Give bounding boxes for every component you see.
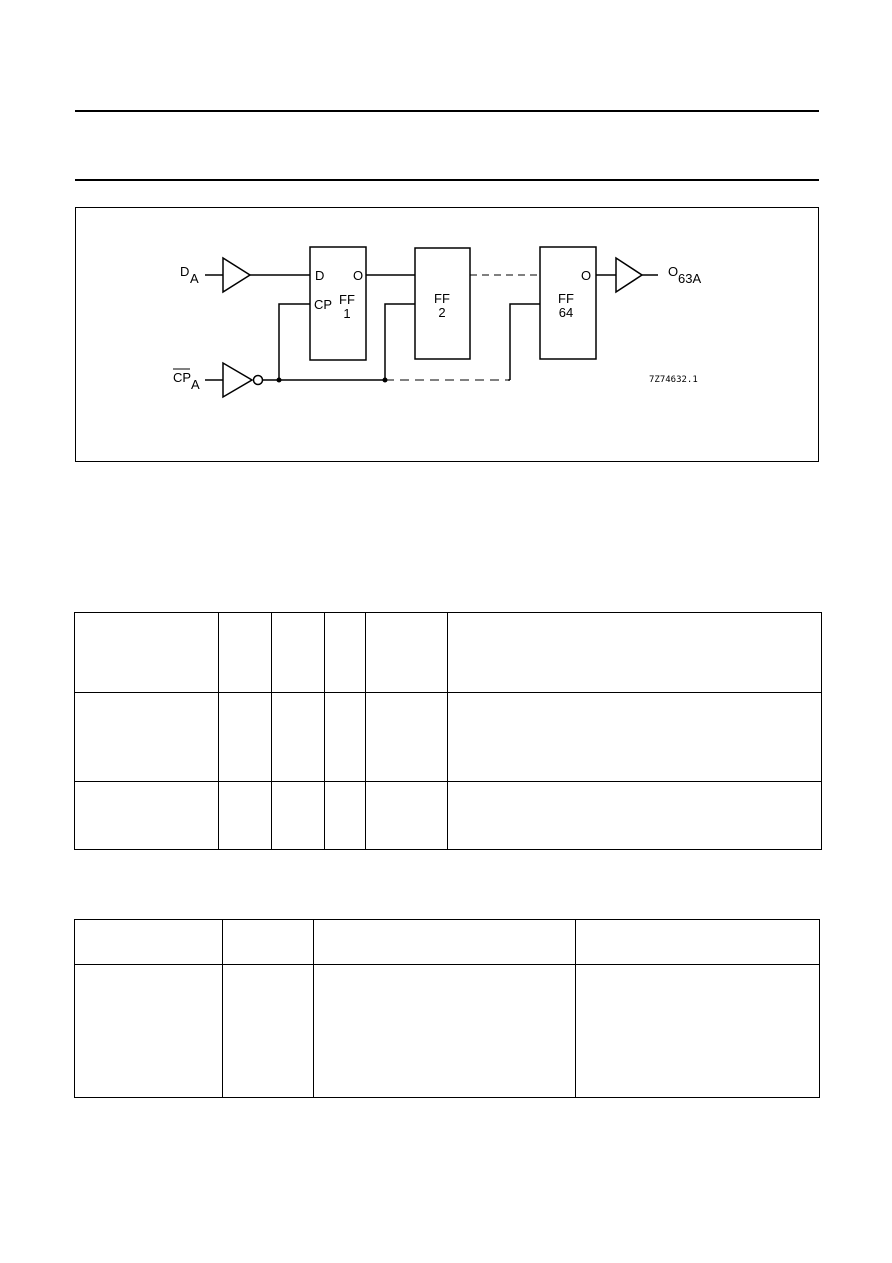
d-input-label: D	[180, 264, 190, 279]
table-cell	[218, 693, 271, 782]
table-cell	[218, 782, 271, 850]
table-cell	[75, 613, 219, 693]
table-cell	[448, 693, 822, 782]
junction-dot-2	[383, 378, 388, 383]
table-cell	[324, 693, 365, 782]
ff1-name: FF	[339, 292, 355, 307]
cp-inversion-bubble	[254, 376, 263, 385]
cp-input-sub: A	[191, 377, 200, 392]
cp-input-buffer	[223, 363, 252, 397]
table-cell	[365, 782, 448, 850]
table-cell	[576, 965, 820, 1098]
table-cell	[324, 782, 365, 850]
table-cell	[222, 965, 313, 1098]
table-cell	[75, 782, 219, 850]
ff2-name: FF	[434, 291, 450, 306]
cp-input-label: CP	[173, 370, 192, 385]
junction-dot-1	[277, 378, 282, 383]
diagram-frame	[75, 207, 819, 462]
table-cell	[365, 693, 448, 782]
table-cell	[448, 782, 822, 850]
figure-reference: 7Z74632.1	[649, 375, 698, 385]
table-cell	[576, 920, 820, 965]
output-buffer	[616, 258, 642, 292]
table-cell	[448, 613, 822, 693]
table-cell	[365, 613, 448, 693]
ff64-number: 64	[558, 305, 574, 320]
table-cell	[75, 693, 219, 782]
table-cell	[271, 693, 324, 782]
table-row	[75, 965, 820, 1098]
shift-register-diagram	[76, 208, 818, 461]
table-row	[75, 920, 820, 965]
table-cell	[313, 920, 576, 965]
ff64-q-pin: O	[581, 268, 592, 283]
ff1-d-pin: D	[315, 268, 325, 283]
ff1-cp-pin: CP	[314, 297, 333, 312]
clock-to-ff64	[510, 304, 540, 380]
ff2-number: 2	[438, 305, 446, 320]
table-cell	[75, 965, 223, 1098]
output-label: O	[668, 264, 679, 279]
table-cell	[271, 782, 324, 850]
d-input-sub: A	[190, 271, 199, 286]
table-cell	[313, 965, 576, 1098]
table-cell	[271, 613, 324, 693]
ff1-number: 1	[343, 306, 351, 321]
table-row	[75, 693, 822, 782]
table-cell	[324, 613, 365, 693]
table-cell	[222, 920, 313, 965]
table-cell	[218, 613, 271, 693]
output-sub: 63A	[678, 271, 702, 286]
table-1	[74, 612, 822, 850]
clock-to-ff2	[385, 304, 415, 380]
top-rule	[75, 110, 819, 112]
table-row	[75, 782, 822, 850]
ff64-name: FF	[558, 291, 574, 306]
table-cell	[75, 920, 223, 965]
ff1-q-pin: O	[353, 268, 364, 283]
d-input-buffer	[223, 258, 250, 292]
clock-to-ff1	[279, 304, 310, 380]
second-rule	[75, 179, 819, 181]
table-2	[74, 919, 820, 1098]
table-row	[75, 613, 822, 693]
